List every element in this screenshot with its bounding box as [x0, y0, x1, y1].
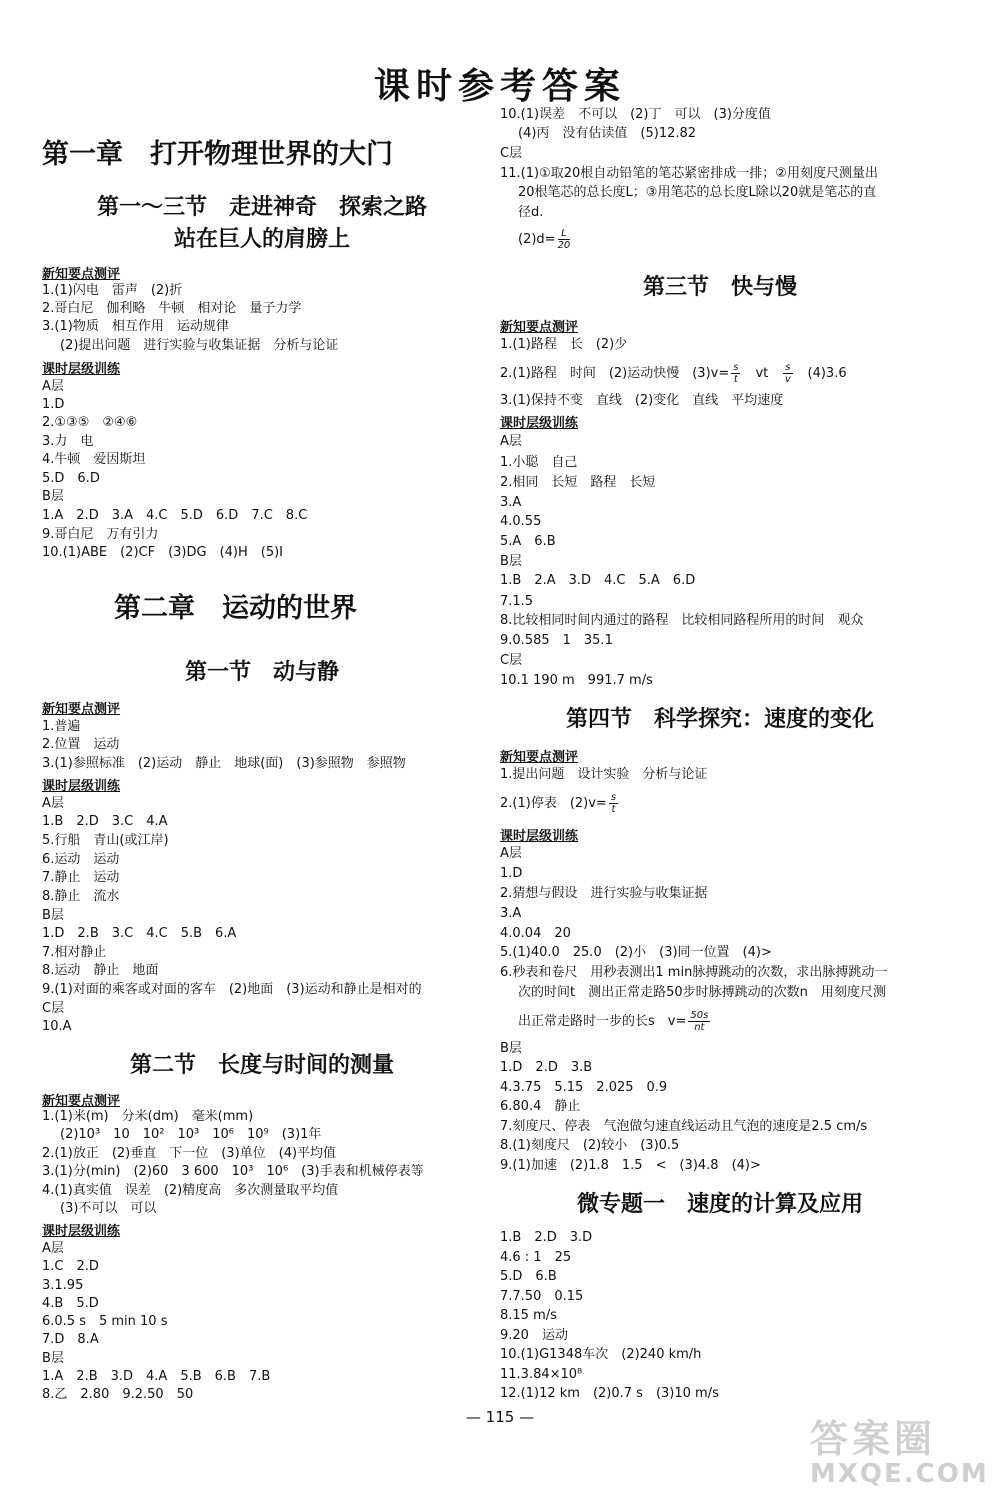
page-number: — 115 — — [465, 1408, 535, 1426]
level-label: A层 — [500, 846, 522, 861]
fraction: $\frac{s}{v}$ — [784, 362, 791, 385]
answer-line: 3.(1)参照标准 (2)运动 静止 地球(面) (3)参照物 参照物 — [42, 756, 406, 771]
answer-line: 5.(1)40.0 25.0 (2)小 (3)同一位置 (4)> — [500, 945, 772, 960]
answer-line: 4.3.75 5.15 2.025 0.9 — [500, 1080, 668, 1095]
answer-line: 10.(1)ABE (2)CF (3)DG (4)H (5)I — [42, 545, 284, 560]
section-title: 第二节 长度与时间的测量 — [129, 1052, 394, 1078]
chapter-1-title: 第一章 打开物理世界的大门 — [42, 139, 393, 170]
answer-line: 7.D 8.A — [42, 1332, 99, 1347]
answer-line: 1.(1)路程 长 (2)少 — [500, 337, 628, 352]
answer-line: 10.1 190 m 991.7 m/s — [500, 673, 653, 688]
answer-line: 10.(1)误差 不可以 (2)丁 可以 (3)分度值 — [500, 107, 771, 122]
answer-line: 4.0.55 — [500, 514, 542, 529]
answer-line: 10.A — [42, 1019, 72, 1034]
answer-line: 5.D 6.B — [500, 1269, 557, 1284]
answer-line: 6.80.4 静止 — [500, 1099, 581, 1114]
answer-line: 1.小聪 自己 — [500, 455, 578, 470]
answer-line: 7.相对静止 — [42, 945, 107, 960]
section-title: 第四节 科学探究：速度的变化 — [565, 706, 874, 732]
level-label: B层 — [500, 554, 522, 569]
level-label: A层 — [500, 434, 522, 449]
answer-line: 3.(1)分(min) (2)60 3 600 10³ 10⁶ (3)手表和机械停表等 — [42, 1164, 424, 1179]
answer-line: 6.0.5 s 5 min 10 s — [42, 1314, 168, 1329]
level-label: A层 — [42, 379, 64, 394]
answer-line: (2)10³ 10 10² 10³ 10⁶ 10⁹ (3)1年 — [60, 1127, 322, 1142]
answer-line: 1.D 2.B 3.C 4.C 5.B 6.A — [42, 926, 237, 941]
answer-line: 11.(1)①取20根自动铅笔的笔芯紧密排成一排；②用刻度尺测量出 — [500, 166, 878, 181]
formula-line: (2)d= $\frac{L}{20}$ — [518, 228, 571, 251]
answer-line: 5.D 6.D — [42, 471, 100, 486]
answer-line: 9.0.585 1 35.1 — [500, 633, 613, 648]
section-title: 第一节 动与静 — [184, 659, 339, 685]
answer-line: 3.力 电 — [42, 434, 94, 449]
answer-line: 11.3.84×10⁸ — [500, 1367, 583, 1382]
subheading: 课时层级训练 — [42, 1224, 121, 1239]
level-label: C层 — [500, 653, 523, 668]
answer-line: 1.提出问题 设计实验 分析与论证 — [500, 767, 708, 782]
answer-line: 4.0.04 20 — [500, 926, 571, 941]
subheading: 新知要点测评 — [500, 750, 579, 765]
subheading: 新知要点测评 — [42, 702, 121, 717]
fraction: $\frac{s}{t}$ — [610, 792, 617, 815]
answer-line: 4.6 : 1 25 — [500, 1250, 572, 1265]
answer-line: (3)不可以 可以 — [60, 1201, 157, 1216]
subheading: 课时层级训练 — [42, 779, 121, 794]
answer-line: 10.(1)G1348车次 (2)240 km/h — [500, 1347, 702, 1362]
answer-line: 12.(1)12 km (2)0.7 s (3)10 m/s — [500, 1386, 719, 1401]
subheading: 课时层级训练 — [42, 362, 121, 377]
answer-line: 6.运动 运动 — [42, 852, 120, 867]
watermark-logo — [810, 1408, 990, 1488]
answer-line: 7.刻度尺、停表 气泡做匀速直线运动且气泡的速度是2.5 cm/s — [500, 1119, 868, 1134]
answer-line: 2.相同 长短 路程 长短 — [500, 475, 656, 490]
answer-line: 3.(1)物质 相互作用 运动规律 — [42, 319, 229, 334]
answer-line: 9.20 运动 — [500, 1328, 568, 1343]
answer-line: 1.B 2.A 3.D 4.C 5.A 6.D — [500, 573, 696, 588]
answer-line: 1.A 2.B 3.D 4.A 5.B 6.B 7.B — [42, 1369, 271, 1384]
answer-line: 9.(1)对面的乘客或对面的客车 (2)地面 (3)运动和静止是相对的 — [42, 982, 422, 997]
section-title: 微专题一 速度的计算及应用 — [576, 1191, 863, 1217]
answer-line: 7.静止 运动 — [42, 870, 120, 885]
section-1-title-line2: 站在巨人的肩膀上 — [173, 226, 350, 252]
answer-line: 8.(1)刻度尺 (2)较小 (3)0.5 — [500, 1138, 680, 1153]
answer-line: 3.A — [500, 495, 522, 510]
chapter-2-title: 第二章 运动的世界 — [114, 593, 357, 624]
level-label: A层 — [42, 1241, 64, 1256]
answer-line: 1.D — [42, 397, 65, 412]
answer-line: 5.A 6.B — [500, 534, 556, 549]
answer-line: 1.B 2.D 3.C 4.A — [42, 814, 168, 829]
answer-line: 2.猜想与假设 进行实验与收集证据 — [500, 886, 708, 901]
subheading: 新知要点测评 — [42, 267, 121, 282]
formula-line: 2.(1)停表 (2)v= $\frac{s}{t}$ — [500, 792, 617, 815]
level-label: B层 — [500, 1041, 522, 1056]
fraction: $\frac{50s}{nt}$ — [690, 1010, 709, 1033]
watermark-top: 答案圈 — [810, 1417, 937, 1461]
page-title: 课时参考答案 — [373, 65, 626, 107]
answer-line: 3.A — [500, 906, 522, 921]
level-label: C层 — [42, 1001, 65, 1016]
fraction: $\frac{L}{20}$ — [557, 228, 571, 251]
subheading: 课时层级训练 — [500, 829, 579, 844]
level-label: B层 — [42, 1351, 64, 1366]
answer-line: 3.(1)保持不变 直线 (2)变化 直线 平均速度 — [500, 393, 784, 408]
answer-line: 1.A 2.D 3.A 4.C 5.D 6.D 7.C 8.C — [42, 508, 308, 523]
answer-line: 1.(1)米(m) 分米(dm) 毫米(mm) — [42, 1109, 254, 1124]
formula-line: 出正常走路时一步的长s v= $\frac{50s}{nt}$ — [518, 1010, 709, 1033]
level-label: B层 — [42, 908, 64, 923]
answer-line: 8.比较相同时间内通过的路程 比较相同路程所用的时间 观众 — [500, 613, 864, 628]
subheading: 课时层级训练 — [500, 416, 579, 431]
answer-line: 2.①③⑤ ②④⑥ — [42, 415, 138, 430]
answer-line: 1.D 2.D 3.B — [500, 1060, 593, 1075]
answer-line: 1.C 2.D — [42, 1259, 99, 1274]
answer-line: 2.哥白尼 伽利略 牛顿 相对论 量子力学 — [42, 301, 302, 316]
answer-line: 1.普遍 — [42, 719, 81, 734]
answer-line: 8.15 m/s — [500, 1308, 557, 1323]
answer-line: 径d. — [518, 205, 544, 220]
answer-line: 20根笔芯的总长度L；③用笔芯的总长度L除以20就是笔芯的直 — [518, 185, 877, 200]
watermark-bottom: MXQE.COM — [810, 1459, 989, 1489]
section-title: 第三节 快与慢 — [642, 274, 797, 300]
answer-line: 4.B 5.D — [42, 1296, 99, 1311]
formula-line: 2.(1)路程 时间 (2)运动快慢 (3)v= $\frac{s}{t}$ vt $\frac{s}{v}$ (4)3.6 — [500, 362, 847, 385]
answer-line: 9.(1)加速 (2)1.8 1.5 < (3)4.8 (4)> — [500, 1158, 761, 1173]
answer-line: 6.秒表和卷尺 用秒表测出1 min脉搏跳动的次数，求出脉搏跳动一 — [500, 965, 888, 980]
answer-line: 3.1.95 — [42, 1278, 84, 1293]
level-label: A层 — [42, 796, 64, 811]
subheading: 新知要点测评 — [42, 1094, 121, 1109]
answer-line: 4.(1)真实值 误差 (2)精度高 多次测量取平均值 — [42, 1183, 339, 1198]
answer-line: 1.(1)闪电 雷声 (2)折 — [42, 283, 183, 298]
answer-line: 2.位置 运动 — [42, 737, 120, 752]
fraction: $\frac{s}{t}$ — [733, 362, 739, 385]
answer-line: 2.(1)放正 (2)垂直 下一位 (3)单位 (4)平均值 — [42, 1146, 337, 1161]
answer-line: 次的时间t 测出正常走路50步时脉搏跳动的次数n 用刻度尺测 — [518, 985, 886, 1000]
answer-line: 9.哥白尼 万有引力 — [42, 527, 159, 542]
answer-line: 1.B 2.D 3.D — [500, 1230, 593, 1245]
answer-line: (4)丙 没有估读值 (5)12.82 — [518, 126, 697, 141]
answer-line: (2)提出问题 进行实验与收集证据 分析与论证 — [60, 338, 339, 353]
answer-line: 8.乙 2.80 9.2.50 50 — [42, 1387, 194, 1402]
answer-line: 7.7.50 0.15 — [500, 1289, 584, 1304]
answer-line: 4.牛顿 爱因斯坦 — [42, 452, 146, 467]
answer-line: 5.行船 青山(或江岸) — [42, 833, 169, 848]
level-label: C层 — [500, 146, 523, 161]
answer-line: 1.D — [500, 866, 523, 881]
level-label: B层 — [42, 489, 64, 504]
answer-line: 8.静止 流水 — [42, 889, 120, 904]
section-1-title-line1: 第一～三节 走进神奇 探索之路 — [96, 194, 427, 220]
answer-line: 7.1.5 — [500, 594, 534, 609]
subheading: 新知要点测评 — [500, 320, 579, 335]
answer-line: 8.运动 静止 地面 — [42, 963, 159, 978]
